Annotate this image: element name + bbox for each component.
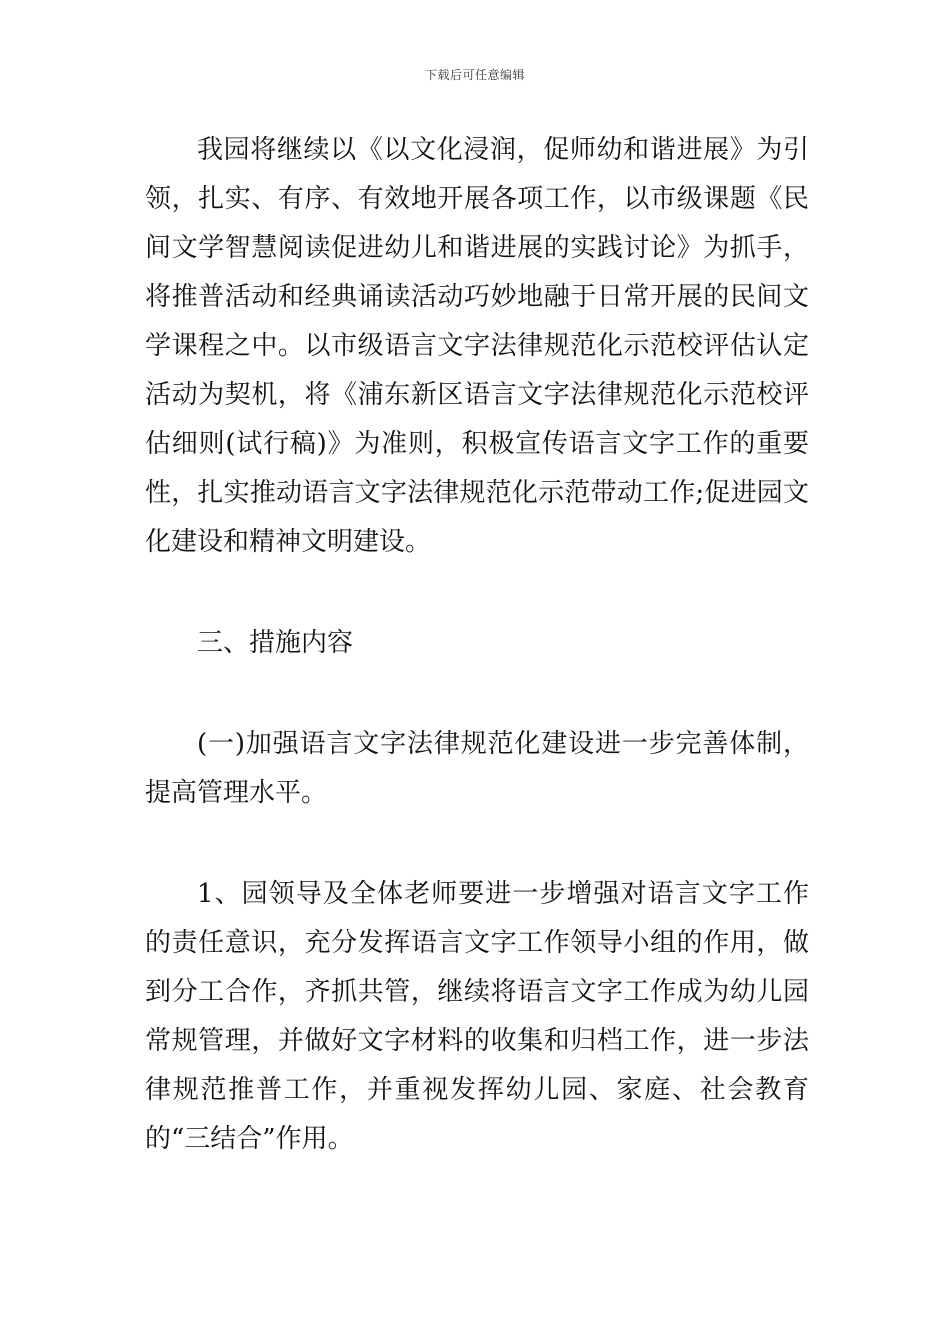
paragraph-item-1: 1、园领导及全体老师要进一步增强对语言文字工作的责任意识，充分发挥语言文字工作领导小组的作用，做到分工合作，齐抓共管，继续将语言文字工作成为幼儿园常规管理，并做好文字材料的收集和归档工作，进一步法律规范推普工作，并重视发挥幼儿园、家庭、社会教育的“三结合”作用。 xyxy=(145,879,809,1154)
header-note: 下载后可任意编辑 xyxy=(424,68,525,82)
document-body xyxy=(145,126,809,1164)
subsection-heading: (一)加强语言文字法律规范化建设进一步完善体制，提高管理水平。 xyxy=(145,729,809,808)
section-heading: 三、措施内容 xyxy=(197,628,354,658)
paragraph-intro: 我园将继续以《以文化浸润，促师幼和谐进展》为引领，扎实、有序、有效地开展各项工作，以市级课题《民间文学智慧阅读促进幼儿和谐进展的实践讨论》为抓手，将推普活动和经典诵读活动巧妙地融于日常开展的民间文学课程之中。以市级语言文字法律规范化示范校评估认定活动为契机，将《浦东新区语言文字法律规范化示范校评估细则(试行稿)》为准则，积极宣传语言文字工作的重要性，扎实推动语言文字法律规范化示范带动工作;促进园文化建设和精神文明建设。 xyxy=(145,135,809,557)
